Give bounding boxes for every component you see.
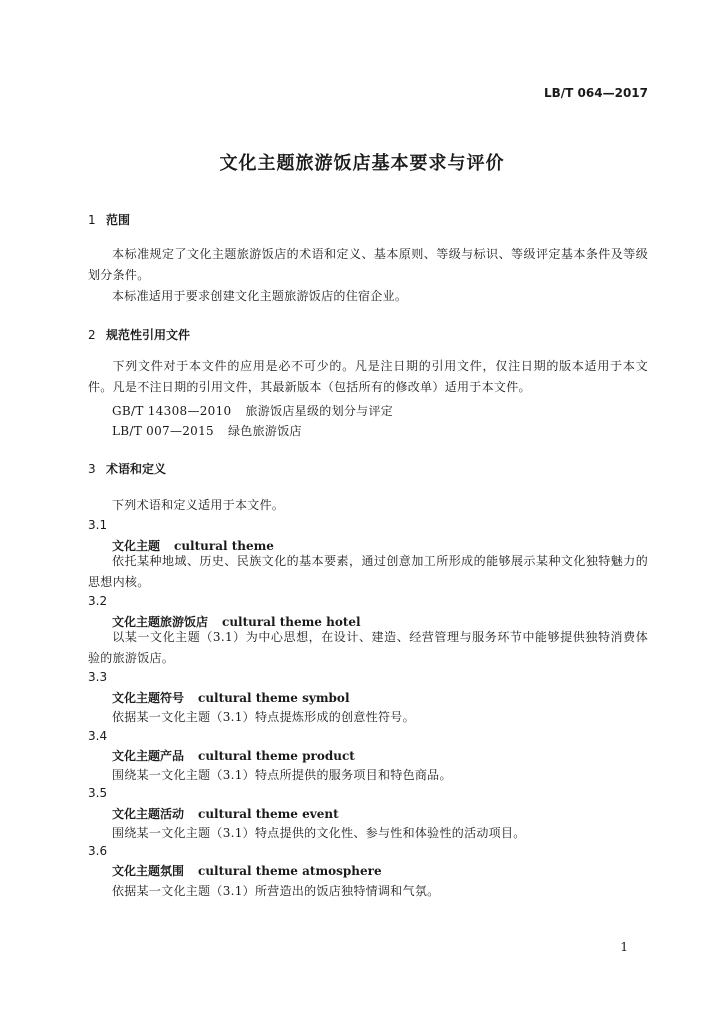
clause-number: 3.4	[88, 729, 108, 743]
section-title: 规范性引用文件	[106, 328, 191, 342]
clause-number: 3.3	[88, 670, 108, 684]
term-definition: 围绕某一文化主题（3.1）特点提供的文化性、参与性和体验性的活动项目。	[112, 826, 526, 840]
section-1-heading	[88, 211, 130, 228]
reference-item	[112, 402, 393, 419]
section-title: 范围	[106, 213, 131, 227]
clause-number: 3.1	[88, 518, 108, 532]
section-number: 2	[88, 328, 96, 342]
standard-code: LB/T 064—2017	[544, 86, 648, 100]
section-title: 术语和定义	[106, 462, 167, 476]
section-number: 3	[88, 462, 96, 476]
scope-paragraph-1	[88, 244, 648, 286]
term-definition: 围绕某一文化主题（3.1）特点所提供的服务项目和特色商品。	[112, 768, 452, 782]
term-heading: 文化主题活动 cultural theme event	[112, 807, 339, 821]
scope-text: 本标准适用于要求创建文化主题旅游饭店的住宿企业。	[112, 289, 408, 303]
normative-text: 下列文件对于本文件的应用是必不可少的。凡是注日期的引用文件，仅注日期的版本适用于本文件。凡是不注日期的引用文件，其最新版本（包括所有的修改单）适用于本文件。	[88, 359, 648, 394]
terms-intro: 下列术语和定义适用于本文件。	[112, 498, 285, 512]
reference-code: LB/T 007—2015	[112, 424, 214, 438]
term-definition: 依托某种地域、历史、民族文化的基本要素，通过创意加工所形成的能够展示某种文化独特魅力的思想内核。	[88, 554, 648, 589]
term-heading: 文化主题 cultural theme	[112, 539, 274, 553]
section-3-heading	[88, 460, 166, 477]
document-title: 文化主题旅游饭店基本要求与评价	[219, 153, 505, 174]
reference-name: 绿色旅游饭店	[228, 424, 302, 438]
page-number: 1	[620, 940, 628, 954]
term-definition: 以某一文化主题（3.1）为中心思想，在设计、建造、经营管理与服务环节中能够提供独特消费体验的旅游饭店。	[88, 630, 648, 665]
scope-paragraph-2	[88, 286, 648, 307]
scope-text: 本标准规定了文化主题旅游饭店的术语和定义、基本原则、等级与标识、等级评定基本条件及等级划分条件。	[88, 247, 648, 282]
reference-name: 旅游饭店星级的划分与评定	[245, 404, 394, 418]
term-definition: 依据某一文化主题（3.1）所营造出的饭店独特情调和气氛。	[112, 884, 440, 898]
term-heading: 文化主题符号 cultural theme symbol	[112, 691, 350, 705]
reference-item	[112, 422, 302, 439]
reference-code: GB/T 14308—2010	[112, 404, 232, 418]
normative-paragraph	[88, 356, 648, 398]
term-heading: 文化主题产品 cultural theme product	[112, 749, 355, 763]
term-definition: 依据某一文化主题（3.1）特点提炼形成的创意性符号。	[112, 710, 415, 724]
clause-number: 3.2	[88, 594, 108, 608]
section-2-heading	[88, 326, 190, 343]
term-heading: 文化主题旅游饭店 cultural theme hotel	[112, 615, 361, 629]
section-number: 1	[88, 213, 96, 227]
clause-number: 3.5	[88, 786, 108, 800]
term-heading: 文化主题氛围 cultural theme atmosphere	[112, 864, 382, 878]
clause-number: 3.6	[88, 844, 108, 858]
